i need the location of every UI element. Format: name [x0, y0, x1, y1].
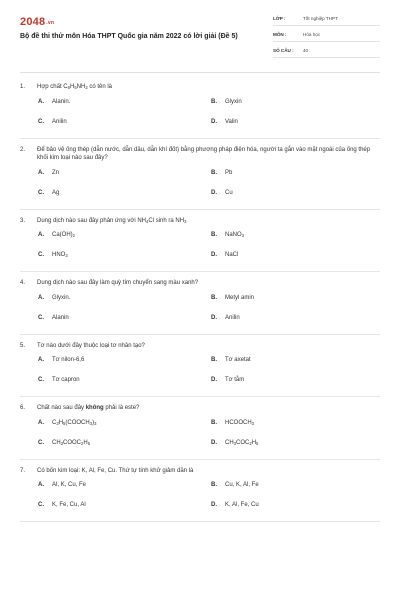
question-number: 2.	[20, 146, 26, 153]
answer-option[interactable]	[38, 251, 211, 271]
option-letter: D.	[211, 252, 217, 258]
option-letter: D.	[211, 377, 217, 383]
option-letter: B.	[211, 482, 217, 488]
answer-option[interactable]	[211, 501, 384, 521]
option-letter: A.	[38, 169, 44, 176]
option-text: Cu, K, Al, Fe	[225, 482, 259, 488]
answer-option[interactable]	[38, 356, 211, 376]
meta-label: SỐ CÂU :	[273, 48, 294, 53]
answer-options	[20, 294, 380, 334]
answer-options	[20, 169, 380, 209]
meta-label: MÔN :	[273, 32, 287, 37]
meta-label: LỚP :	[273, 16, 286, 21]
question-stem	[20, 402, 380, 413]
answer-option[interactable]	[211, 251, 384, 271]
question-stem	[20, 465, 380, 476]
question-stem	[20, 215, 380, 226]
answer-option[interactable]	[38, 419, 211, 439]
option-text: Anilin	[225, 314, 240, 321]
answer-option[interactable]	[38, 98, 211, 118]
answer-option[interactable]	[211, 294, 384, 314]
logo-text: 2048	[20, 16, 46, 28]
question-3	[20, 210, 380, 273]
option-text: $HCOOCH_3$	[225, 419, 255, 426]
option-letter: A.	[38, 357, 44, 363]
logo-tld: .vn	[46, 20, 55, 26]
option-letter: C.	[38, 439, 44, 446]
answer-options	[20, 481, 380, 521]
option-letter: A.	[38, 482, 44, 488]
option-text: Alanin	[52, 314, 69, 321]
answer-option[interactable]	[211, 189, 384, 209]
answer-options	[20, 98, 380, 138]
answer-options	[20, 419, 380, 459]
option-text: Al, K, Cu, Fe	[52, 482, 87, 488]
option-text: $Ca(OH)_2$	[52, 232, 76, 238]
option-letter: A.	[38, 294, 44, 301]
question-text: Chất nào sau đây không phải là este?	[37, 405, 140, 411]
option-text: NaCl	[225, 252, 239, 258]
answer-option[interactable]	[211, 314, 384, 334]
answer-option[interactable]	[38, 169, 211, 189]
option-text: Tơ nilon-6,6	[52, 357, 85, 363]
option-letter: C.	[38, 252, 44, 258]
question-text: Tơ nào dưới đây thuộc loại tơ nhân tạo?	[37, 342, 145, 349]
option-text: Glyxin	[225, 98, 242, 105]
answer-option[interactable]	[38, 376, 211, 396]
option-text: Tơ axetat	[225, 357, 251, 363]
question-number: 5.	[20, 342, 26, 349]
question-number: 6.	[20, 405, 26, 411]
option-letter: D.	[211, 502, 217, 508]
option-letter: A.	[38, 419, 44, 426]
option-letter: D.	[211, 189, 217, 196]
answer-option[interactable]	[38, 189, 211, 209]
answer-option[interactable]	[38, 314, 211, 334]
meta-row-subject	[273, 30, 380, 42]
option-letter: B.	[211, 419, 217, 426]
page-header	[20, 14, 380, 62]
option-text: Glyxin.	[52, 294, 71, 301]
meta-value: Hóa học	[303, 32, 321, 37]
option-text: Tơ tằm	[225, 377, 245, 383]
meta-value: Tốt nghiệp THPT	[303, 16, 338, 21]
option-letter: C.	[38, 314, 44, 321]
question-text: Dung dịch nào sau đây phản ứng với $NH_4Cl$ sinh ra $NH_3$	[37, 217, 187, 224]
option-text: Valin	[225, 118, 238, 125]
answer-option[interactable]	[211, 439, 384, 459]
option-letter: C.	[38, 502, 44, 508]
question-text: Để bảo vệ ống thép (dẫn nước, dẫn dầu, dẫn khí đốt) bằng phương pháp điện hóa, người ta gắn vào mặt ngoài của ống thép khối kim loại nào sau đây?	[37, 146, 371, 161]
question-7	[20, 460, 380, 523]
answer-option[interactable]	[38, 118, 211, 138]
option-text: Tơ capron	[52, 377, 80, 383]
option-text: Ag	[52, 189, 60, 196]
meta-row-grade	[273, 14, 380, 26]
exam-meta	[273, 14, 380, 62]
option-letter: B.	[211, 98, 217, 105]
answer-options	[20, 231, 380, 271]
meta-row-count	[273, 46, 380, 58]
answer-option[interactable]	[211, 376, 384, 396]
option-text: Cu	[225, 189, 233, 196]
answer-option[interactable]	[211, 356, 384, 376]
question-2	[20, 139, 380, 210]
question-stem	[20, 340, 380, 351]
option-text: $C_3H_5(COOCH_3)_3$	[52, 419, 97, 426]
option-text: Anilin	[52, 118, 67, 125]
option-letter: A.	[38, 98, 44, 105]
option-text: $CH_3COC_2H_5$	[225, 439, 259, 446]
question-number: 4.	[20, 280, 26, 286]
option-letter: C.	[38, 377, 44, 383]
answer-option[interactable]	[211, 481, 384, 501]
question-6	[20, 397, 380, 460]
option-text: NaNO$_3$	[225, 232, 245, 238]
answer-option[interactable]	[211, 169, 384, 189]
question-text: Hợp chất $C_6H_5NH_2$ có tên là	[37, 84, 113, 90]
question-stem	[20, 277, 380, 288]
site-logo[interactable]	[20, 16, 54, 28]
answer-option[interactable]	[211, 118, 384, 138]
question-stem	[20, 81, 380, 92]
option-letter: C.	[38, 189, 44, 196]
question-text: Dung dịch nào sau đây làm quỳ tím chuyển sang màu xanh?	[37, 280, 199, 286]
option-letter: B.	[211, 357, 217, 363]
answer-options	[20, 356, 380, 396]
question-1	[20, 76, 380, 139]
answer-option[interactable]	[38, 481, 211, 501]
option-text: Zn	[52, 169, 60, 176]
option-text: K, Fe, Cu, Al	[52, 502, 86, 508]
meta-value: 40	[303, 48, 309, 53]
header-divider	[20, 72, 380, 73]
answer-option[interactable]	[38, 294, 211, 314]
question-4	[20, 272, 380, 335]
option-letter: C.	[38, 118, 44, 125]
answer-option[interactable]	[211, 98, 384, 118]
answer-option[interactable]	[38, 501, 211, 521]
option-letter: D.	[211, 314, 217, 321]
question-number: 3.	[20, 217, 26, 224]
page-title: Bộ đề thi thử môn Hóa THPT Quốc gia năm 2022 có lời giải (Đề 5)	[20, 33, 238, 40]
option-letter: B.	[211, 232, 217, 238]
option-text: $CH_3COOC_2H_5$	[52, 439, 91, 446]
answer-option[interactable]	[211, 419, 384, 439]
option-text: Metyl amin	[225, 294, 255, 301]
option-text: K, Al, Fe, Cu	[225, 502, 259, 508]
option-letter: D.	[211, 439, 217, 446]
option-letter: D.	[211, 118, 217, 125]
question-number: 1.	[20, 84, 26, 90]
option-text: $HNO_3$	[52, 252, 68, 258]
option-text: Pb	[225, 169, 233, 176]
question-stem	[20, 144, 380, 163]
option-letter: B.	[211, 169, 217, 176]
answer-option[interactable]	[38, 231, 211, 251]
answer-option[interactable]	[211, 231, 384, 251]
question-5	[20, 335, 380, 398]
answer-option[interactable]	[38, 439, 211, 459]
option-letter: A.	[38, 232, 44, 238]
option-letter: B.	[211, 294, 217, 301]
option-text: Alanin.	[52, 98, 71, 105]
question-text: Có bốn kim loại: K, Al, Fe, Cu. Thứ tự tính khử giảm dần là	[37, 467, 194, 474]
question-number: 7.	[20, 467, 26, 474]
question-list	[20, 76, 380, 522]
